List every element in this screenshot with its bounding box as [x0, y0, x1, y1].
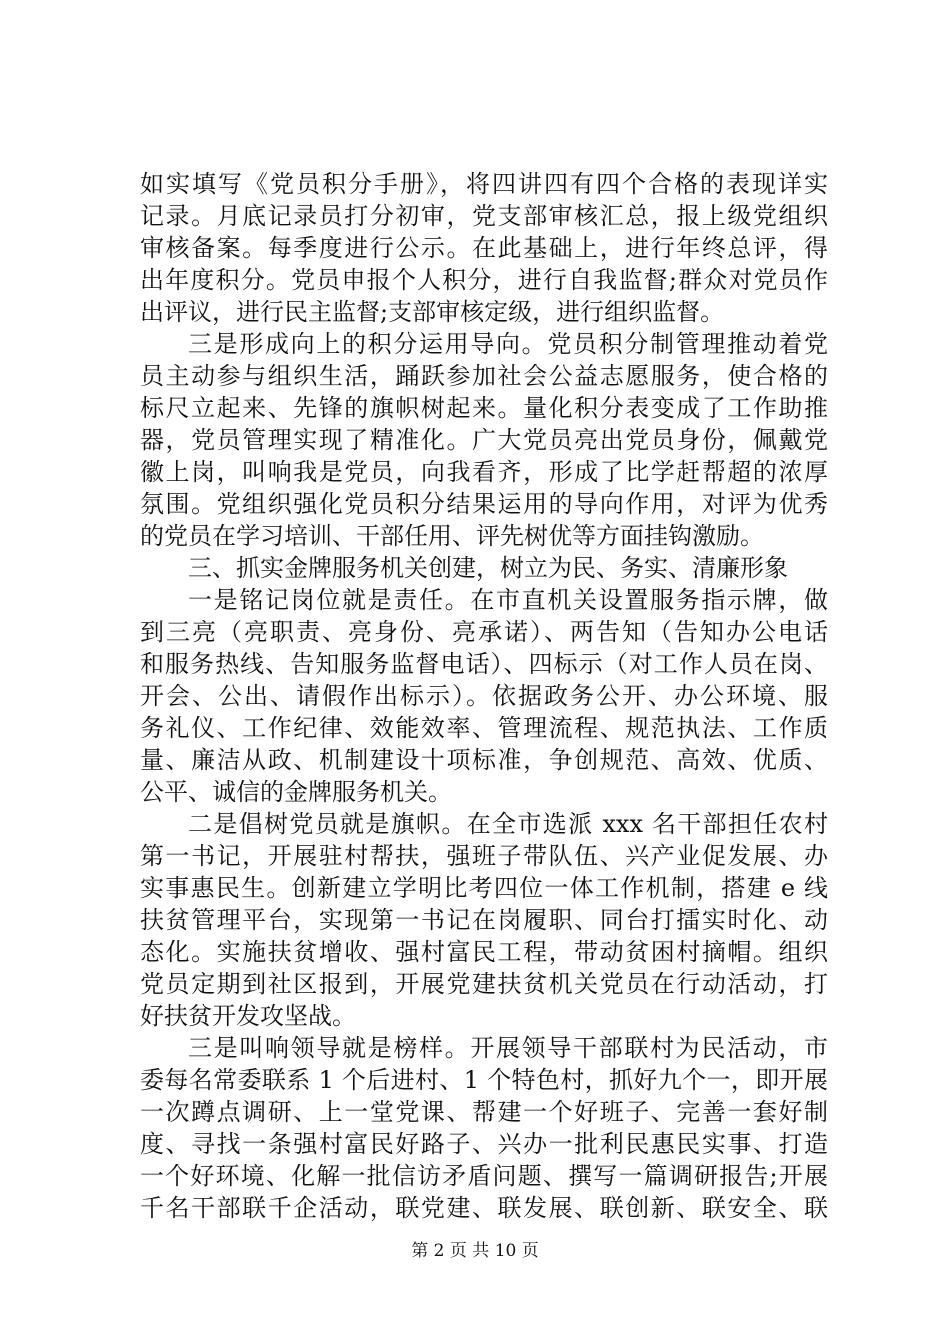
text-line: 器，党员管理实现了精准化。广大党员亮出党员身份，佩戴党: [140, 426, 828, 454]
text-line: 如实填写《党员积分手册》，将四讲四有四个合格的表现详实: [140, 170, 828, 198]
text-line: 记录。月底记录员打分初审，党支部审核汇总，报上级党组织: [140, 202, 828, 230]
text-line: 公平、诚信的金牌服务机关。: [140, 778, 452, 806]
text-line: 一个好环境、化解一批信访矛盾问题、撰写一篇调研报告;开展: [140, 1162, 828, 1190]
paragraph-start-line: 三是形成向上的积分运用导向。党员积分制管理推动着党: [188, 330, 828, 358]
page-number-footer: 第 2 页 共 10 页: [411, 1241, 539, 1261]
text-line: 徽上岗，叫响我是党员，向我看齐，形成了比学赶帮超的浓厚: [140, 458, 828, 486]
text-line: 第一书记，开展驻村帮扶，强班子带队伍、兴产业促发展、办: [140, 842, 828, 870]
paragraph-start-line: 三是叫响领导就是榜样。开展领导干部联村为民活动，市: [188, 1034, 828, 1062]
text-line: 开会、公出、请假作出标示）。依据政务公开、办公环境、服: [140, 682, 828, 710]
text-line: 出年度积分。党员申报个人积分，进行自我监督;群众对党员作: [140, 266, 828, 294]
text-line: 的党员在学习培训、干部任用、评先树优等方面挂钩激励。: [140, 522, 764, 550]
text-line: 态化。实施扶贫增收、强村富民工程，带动贫困村摘帽。组织: [140, 938, 828, 966]
document-body: [140, 168, 828, 1224]
text-line: 千名干部联千企活动，联党建、联发展、联创新、联安全、联: [140, 1194, 828, 1222]
text-line: 出评议，进行民主监督;支部审核定级，进行组织监督。: [140, 298, 725, 326]
text-line: 好扶贫开发攻坚战。: [140, 1002, 356, 1030]
text-line: 务礼仪、工作纪律、效能效率、管理流程、规范执法、工作质: [140, 714, 828, 742]
text-line: 量、廉洁从政、机制建设十项标准，争创规范、高效、优质、: [140, 746, 828, 774]
text-line: 党员定期到社区报到，开展党建扶贫机关党员在行动活动，打: [140, 970, 828, 998]
text-line: 和服务热线、告知服务监督电话）、四标示（对工作人员在岗、: [140, 650, 828, 678]
paragraph-start-line: 二是倡树党员就是旗帜。在全市选派 xxx 名干部担任农村: [188, 810, 828, 838]
paragraph-start-line: 一是铭记岗位就是责任。在市直机关设置服务指示牌，做: [188, 586, 828, 614]
text-line: 一次蹲点调研、上一堂党课、帮建一个好班子、完善一套好制: [140, 1098, 828, 1126]
text-line: 审核备案。每季度进行公示。在此基础上，进行年终总评，得: [140, 234, 828, 262]
text-line: 氛围。党组织强化党员积分结果运用的导向作用，对评为优秀: [140, 490, 828, 518]
text-line: 度、寻找一条强村富民好路子、兴办一批利民惠民实事、打造: [140, 1130, 828, 1158]
text-line: 委每名常委联系 1 个后进村、1 个特色村，抓好九个一，即开展: [140, 1066, 828, 1094]
section-heading: 三、抓实金牌服务机关创建，树立为民、务实、清廉形象: [188, 554, 788, 582]
text-line: 实事惠民生。创新建立学明比考四位一体工作机制，搭建 e 线: [140, 874, 828, 902]
text-line: 员主动参与组织生活，踊跃参加社会公益志愿服务，使合格的: [140, 362, 828, 390]
text-line: 扶贫管理平台，实现第一书记在岗履职、同台打擂实时化、动: [140, 906, 828, 934]
text-line: 到三亮（亮职责、亮身份、亮承诺）、两告知（告知办公电话: [140, 618, 828, 646]
text-line: 标尺立起来、先锋的旗帜树起来。量化积分表变成了工作助推: [140, 394, 828, 422]
